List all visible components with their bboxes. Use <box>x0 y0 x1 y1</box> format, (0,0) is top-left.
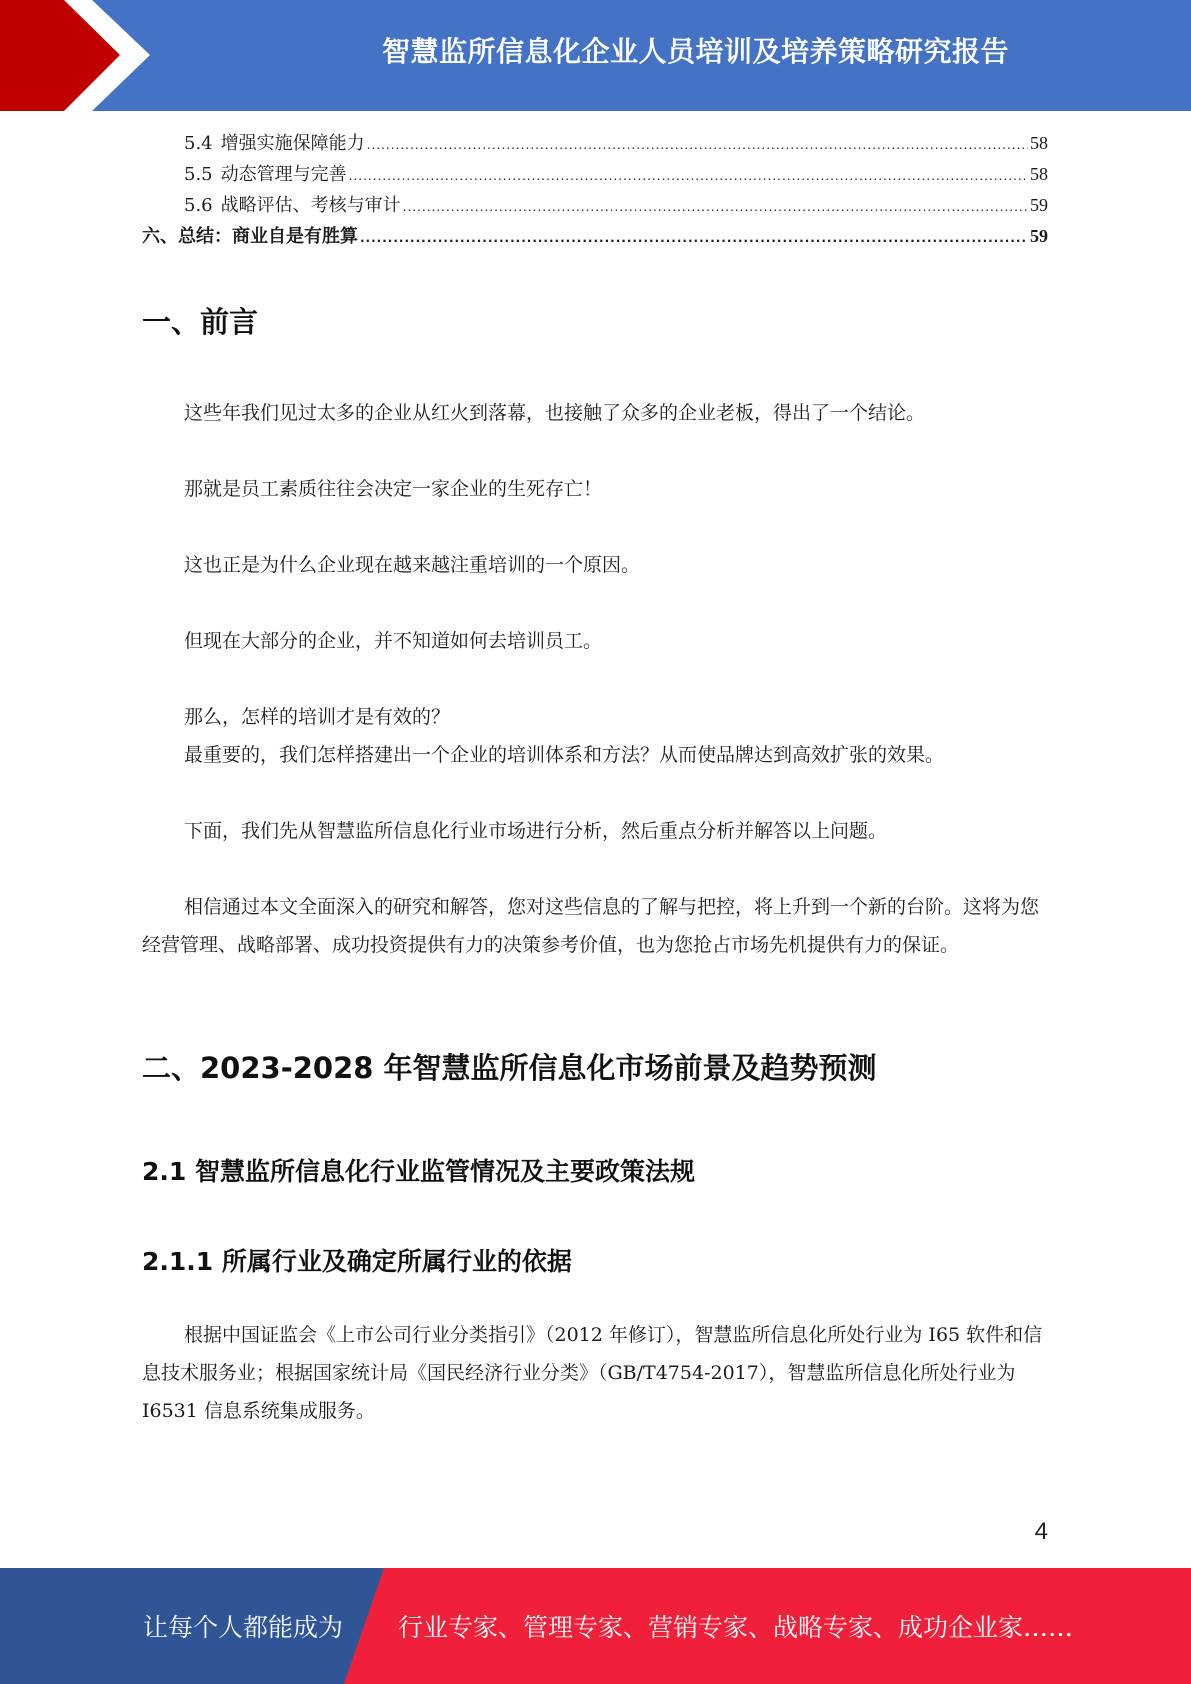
subsection-heading-industry-basis: 2.1.1 所属行业及确定所属行业的依据 <box>142 1247 572 1276</box>
page-footer <box>0 1568 1191 1684</box>
subsection-heading-regulation: 2.1 智慧监所信息化行业监管情况及主要政策法规 <box>142 1157 695 1186</box>
toc-entry-number: 5.4 <box>184 133 213 154</box>
body-paragraph: 下面，我们先从智慧监所信息化行业市场进行分析，然后重点分析并解答以上问题。 <box>184 820 888 842</box>
body-paragraph: 那就是员工素质往往会决定一家企业的生死存亡！ <box>184 478 603 500</box>
toc-leader-dots <box>349 161 1028 192</box>
body-paragraph: 这也正是为什么企业现在越来越注重培训的一个原因。 <box>184 554 641 576</box>
toc-entry-title: 六、总结：商业自是有胜算 <box>142 226 358 247</box>
page-number: 4 <box>1034 1518 1048 1545</box>
body-paragraph: 但现在大部分的企业，并不知道如何去培训员工。 <box>184 630 603 652</box>
body-paragraph: 根据中国证监会《上市公司行业分类指引》（2012 年修订），智慧监所信息化所处行业为 I65 软件和信息技术服务业；根据国家统计局《国民经济行业分类》（GB/T4754-2017），智慧监所信息化所处行业为 I6531 信息系统集成服务。 <box>142 1324 1043 1422</box>
toc-entry-page: 59 <box>1030 195 1048 215</box>
body-paragraph: 相信通过本文全面深入的研究和解答，您对这些信息的了解与把控，将上升到一个新的台阶。这将为您经营管理、战略部署、成功投资提供有力的决策参考价值，也为您抢占市场先机提供有力的保证。 <box>142 896 1040 956</box>
toc-entry-page: 58 <box>1030 133 1048 153</box>
toc-entry-number: 5.5 <box>184 164 213 185</box>
toc-entry-page: 58 <box>1030 164 1048 184</box>
section-heading-market-outlook: 二、2023-2028 年智慧监所信息化市场前景及趋势预测 <box>142 1051 877 1085</box>
body-paragraph: 最重要的，我们怎样搭建出一个企业的培训体系和方法？从而使品牌达到高效扩张的效果。 <box>184 744 945 766</box>
toc-entry-title: 增强实施保障能力 <box>220 133 365 154</box>
toc-entry[interactable] <box>142 221 1048 252</box>
toc-entry[interactable] <box>142 128 1048 159</box>
report-title: 智慧监所信息化企业人员培训及培养策略研究报告 <box>381 35 1009 68</box>
toc-entry-title: 动态管理与完善 <box>220 164 347 185</box>
toc-entry-page: 59 <box>1030 226 1048 246</box>
toc-entry-title: 战略评估、考核与审计 <box>220 195 401 216</box>
toc-leader-dots <box>367 130 1028 161</box>
section-heading-preface: 一、前言 <box>142 305 259 339</box>
toc-leader-dots <box>403 192 1028 223</box>
table-of-contents <box>142 128 1048 252</box>
footer-slogan-left: 让每个人都能成为 <box>143 1613 344 1642</box>
body-paragraph: 那么，怎样的培训才是有效的？ <box>184 706 451 728</box>
page-header <box>0 0 1191 111</box>
toc-entry[interactable] <box>142 190 1048 221</box>
body-paragraph: 这些年我们见过太多的企业从红火到落幕，也接触了众多的企业老板，得出了一个结论。 <box>184 402 926 424</box>
toc-entry[interactable] <box>142 159 1048 190</box>
toc-entry-number: 5.6 <box>184 195 213 216</box>
toc-leader-dots <box>360 223 1028 254</box>
footer-slogan-right: 行业专家、管理专家、营销专家、战略专家、成功企业家…… <box>398 1613 1074 1642</box>
